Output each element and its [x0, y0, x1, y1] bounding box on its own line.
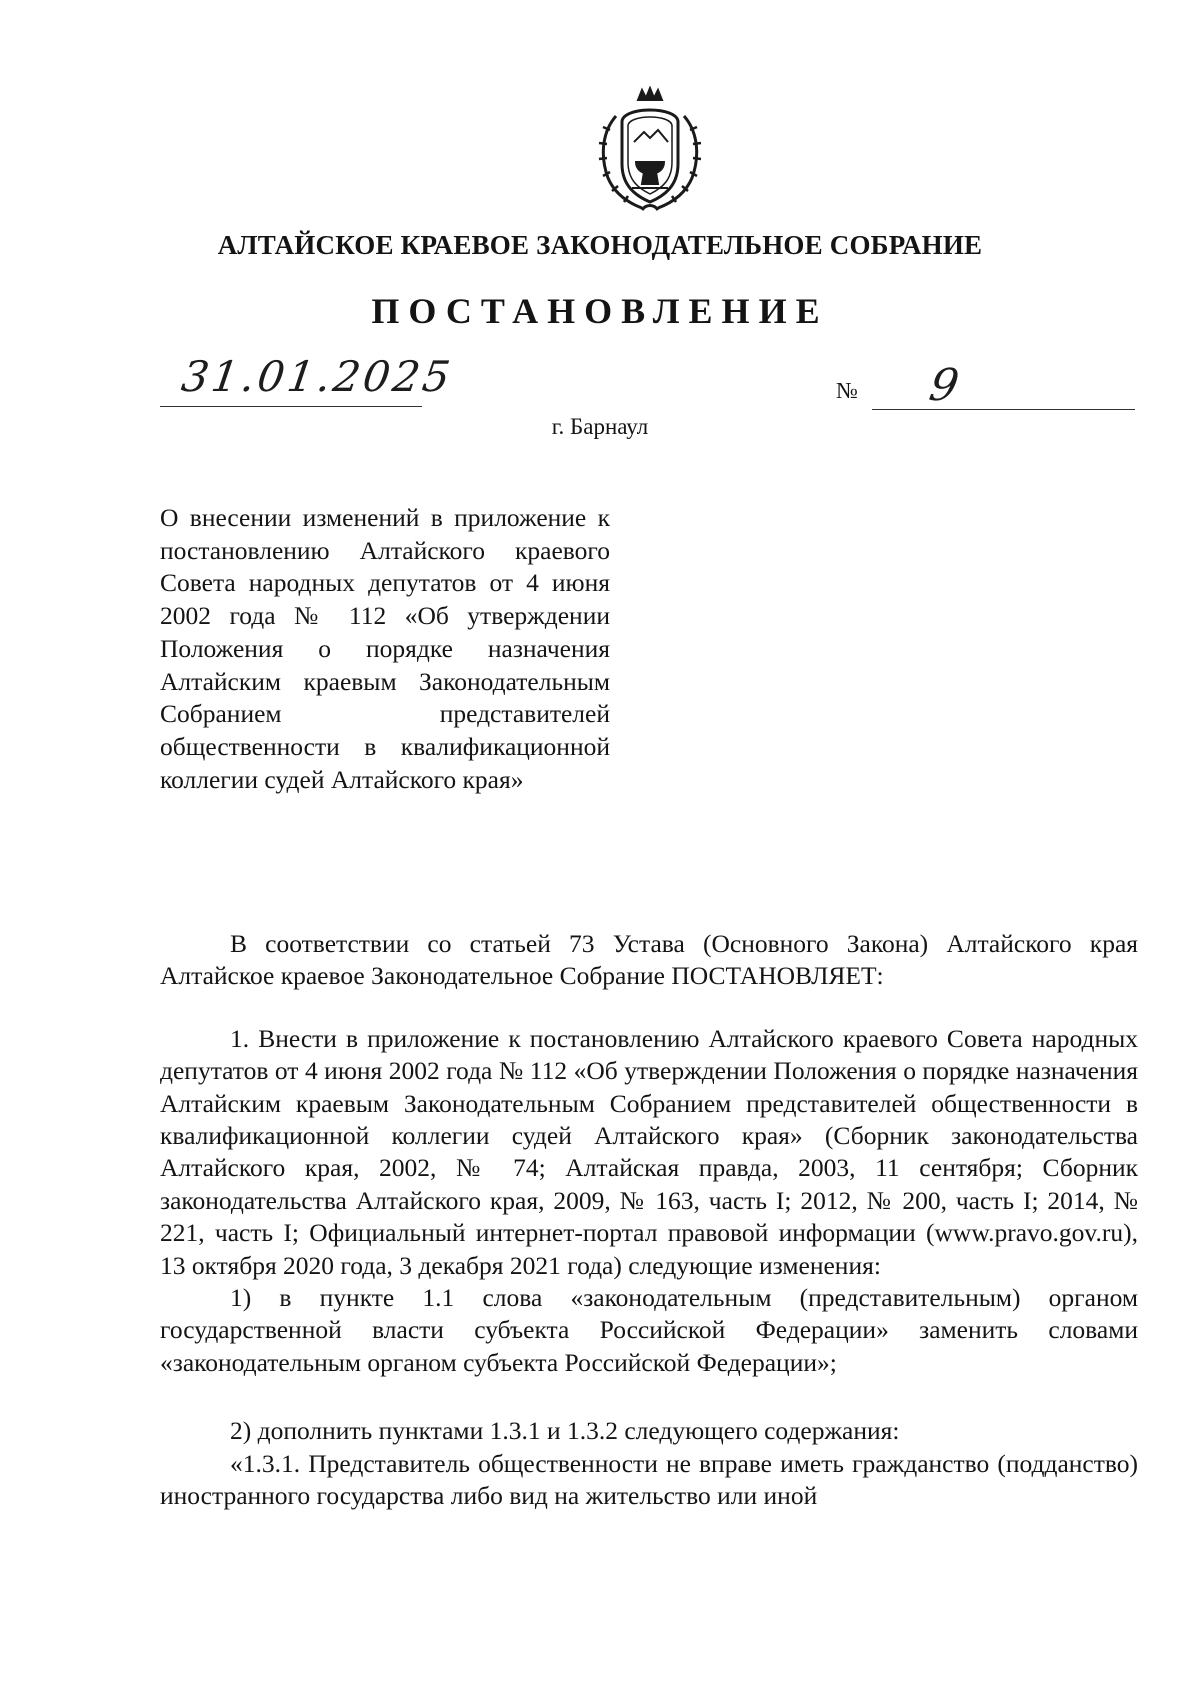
item-1-paragraph: 1. Внести в приложение к постановлению Алтайского краевого Совета народных депутатов от 4 июня 2002 года № 112 «Об утверждении Положения о порядке назначения Алтайским краевым Законодательным Собранием представителей общественности в квалификационной коллегии судей Алтайского края» (Сборник законодательства Алтайского края, 2002, № 74; Алтайская правда, 2003, 11 сентября; Сборник законодательства Алтайского края, 2009, № 163, часть I; 2012, № 200, часть I; 2014, № 221, часть I; Официальный интернет-портал правовой информации (www.pravo.gov.ru), 13 октября 2020 года, 3 декабря 2021 года) следующие изменения: — [160, 1023, 1138, 1280]
number-underline — [872, 409, 1135, 410]
preamble-paragraph: В соответствии со статьей 73 Устава (Основного Закона) Алтайского края Алтайское краевое Законодательное Собрание ПОСТАНОВЛЯЕТ: — [160, 929, 1138, 991]
document-body — [160, 928, 1138, 1513]
coat-of-arms-icon — [592, 86, 708, 214]
organization-name: АЛТАЙСКОЕ КРАЕВОЕ ЗАКОНОДАТЕЛЬНОЕ СОБРАНИЕ — [217, 230, 983, 260]
subitem-1-paragraph: 1) в пункте 1.1 слова «законодательным (представительным) органом государственной власти субъекта Российской Федерации» заменить словами «законодательным органом субъекта Российской Федерации»; — [160, 1283, 1138, 1377]
quoted-item-paragraph: «1.3.1. Представитель общественности не вправе иметь гражданство (подданство) иностранного государства либо вид на жительство или иной — [160, 1448, 1138, 1511]
document-subject: О внесении изменений в приложение к постановлению Алтайского краевого Совета народных депутатов от 4 июня 2002 года № 112 «Об утверждении Положения о порядке назначения Алтайским краевым Законодательным Собранием представителей общественности в квалификационной коллегии судей Алтайского края» — [160, 503, 610, 794]
document-type: ПОСТАНОВЛЕНИЕ — [371, 291, 829, 331]
number-sign: № — [836, 378, 858, 403]
date-underline — [160, 406, 422, 407]
document-number: 9 — [925, 360, 963, 411]
subitem-2-paragraph: 2) дополнить пунктами 1.3.1 и 1.3.2 следующего содержания: — [230, 1416, 900, 1446]
city-label: г. Барнаул — [551, 414, 649, 439]
document-date: 31.01.2025 — [178, 352, 456, 401]
